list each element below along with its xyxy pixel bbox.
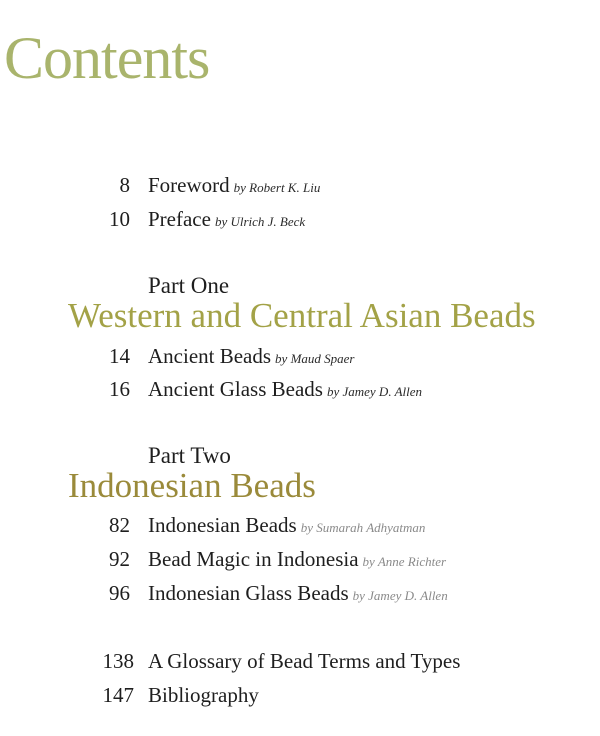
entry-title: Indonesian Glass Beads by Jamey D. Allen: [148, 581, 448, 605]
entry-author: by Jamey D. Allen: [352, 588, 448, 603]
entry-title: A Glossary of Bead Terms and Types: [148, 649, 461, 673]
entry-author: by Robert K. Liu: [233, 180, 321, 195]
entry-author: by Sumarah Adhyatman: [300, 520, 426, 535]
part-one-label: Part One: [148, 273, 230, 298]
entry-title: Indonesian Beads by Sumarah Adhyatman: [148, 513, 426, 537]
part-two-label: Part Two: [148, 443, 231, 468]
entry-title: Bead Magic in Indonesia by Anne Richter: [148, 547, 447, 571]
part-two-title: Indonesian Beads: [68, 466, 316, 505]
entry-title: Bibliography: [148, 683, 259, 707]
page-number: 92: [109, 547, 130, 571]
entry-title: Preface by Ulrich J. Beck: [148, 207, 306, 231]
entry-author: by Anne Richter: [362, 554, 447, 569]
entry-title: Ancient Beads by Maud Spaer: [148, 344, 355, 368]
page-number: 14: [109, 344, 130, 368]
page-title: Contents: [4, 25, 210, 91]
part-one-title: Western and Central Asian Beads: [68, 296, 536, 335]
entry-author: by Jamey D. Allen: [326, 384, 423, 399]
page-number: 10: [109, 207, 130, 231]
page-number: 147: [102, 683, 134, 707]
entry-author: by Maud Spaer: [275, 351, 355, 366]
page-number: 96: [109, 581, 130, 605]
page-number: 16: [109, 377, 130, 401]
page-number: 8: [119, 173, 130, 197]
page-number: 138: [102, 649, 134, 673]
entry-title: Ancient Glass Beads by Jamey D. Allen: [148, 377, 423, 401]
entry-title: Foreword by Robert K. Liu: [148, 173, 321, 197]
page-number: 82: [109, 513, 130, 537]
entry-author: by Ulrich J. Beck: [214, 214, 306, 229]
